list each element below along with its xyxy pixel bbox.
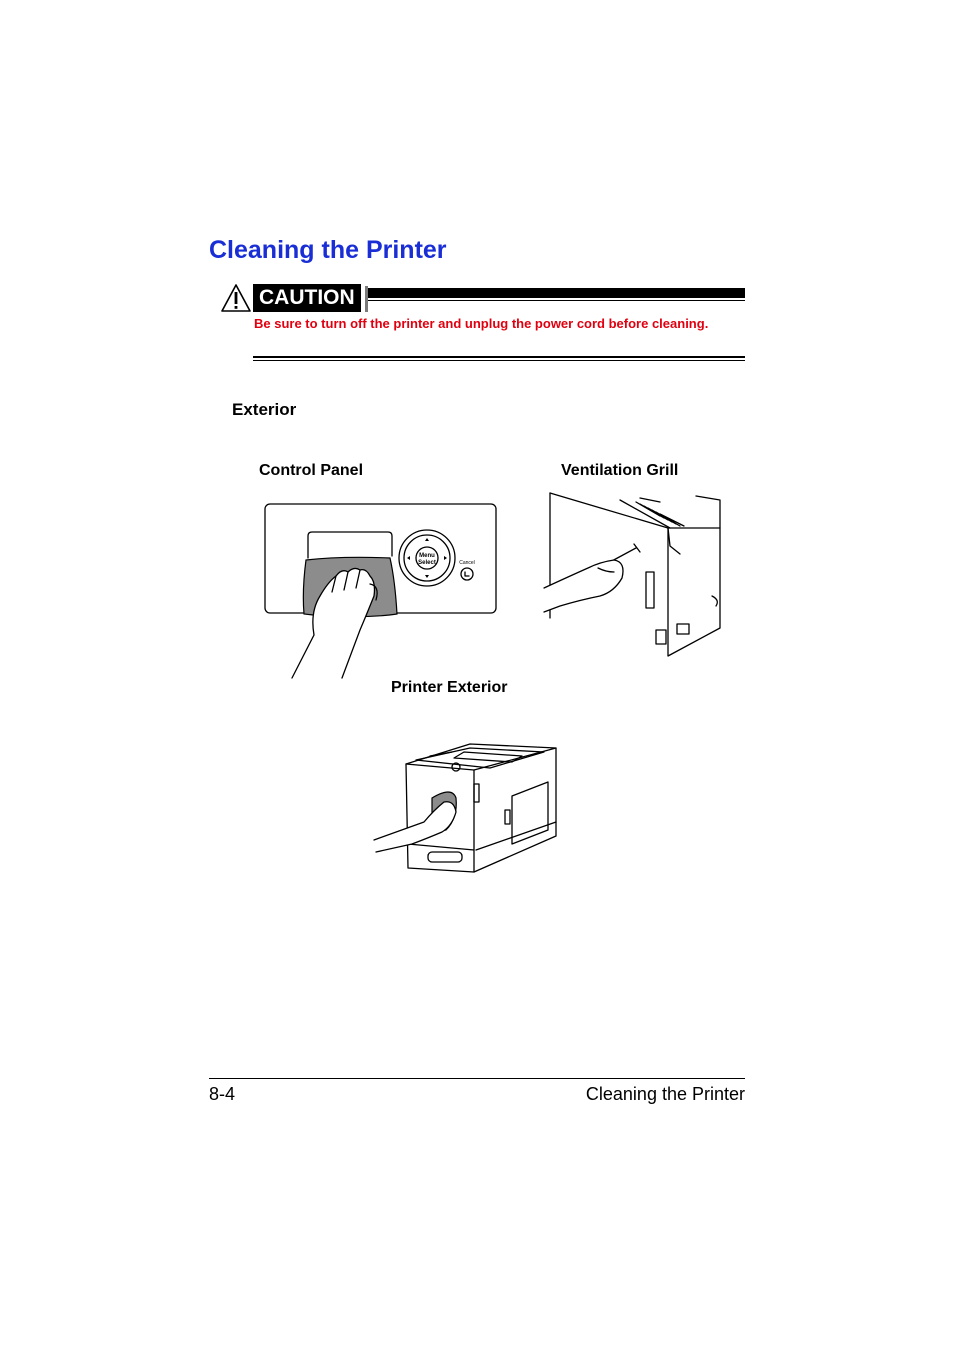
section-heading: Exterior <box>232 400 297 419</box>
panel-select-label: Select <box>418 560 436 566</box>
caption-printer-exterior: Printer Exterior <box>391 679 508 696</box>
panel-cancel-label: Cancel <box>459 560 475 566</box>
caution-bottom-rule <box>253 356 745 358</box>
footer-chapter-title: Cleaning the Printer <box>585 1084 745 1104</box>
caution-text: Be sure to turn off the printer and unplug the power cord before cleaning. <box>254 316 709 331</box>
warning-triangle-icon <box>220 283 252 313</box>
footer-rule <box>209 1078 745 1079</box>
ventilation-grill-illustration <box>540 488 722 660</box>
footer-page-number: 8-4 <box>209 1084 236 1104</box>
caption-control-panel: Control Panel <box>259 462 364 479</box>
printer-exterior-illustration <box>372 740 564 878</box>
caption-ventilation-grill: Ventilation Grill <box>561 462 679 479</box>
caution-label: CAUTION <box>253 284 365 312</box>
page-title: Cleaning the Printer <box>209 236 447 264</box>
control-panel-illustration <box>262 500 502 678</box>
caution-bottom-rule-thin <box>253 360 745 361</box>
panel-menu-label: Menu <box>419 553 435 559</box>
